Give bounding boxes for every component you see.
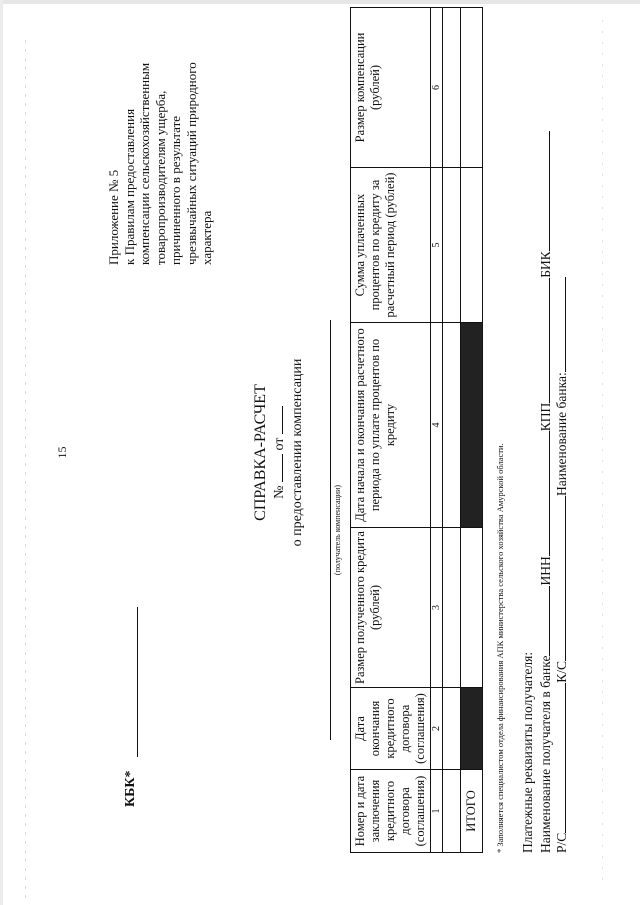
total-cell[interactable] xyxy=(461,168,483,323)
number-label: № xyxy=(272,485,287,499)
kpp-field[interactable] xyxy=(536,278,550,403)
kbk-label: КБК* xyxy=(123,770,138,807)
ks-label: К/С xyxy=(554,660,569,683)
total-cell-shaded xyxy=(461,688,483,770)
footnote: * Заполняется специалистом отдела финансирования АПК министерства сельского хозяйства Амурской области. xyxy=(495,443,505,853)
table-cell[interactable] xyxy=(443,528,461,688)
inn-label: ИНН xyxy=(538,556,553,586)
appendix-line: характера xyxy=(199,210,214,265)
appendix-line: чрезвычайных ситуаций природного xyxy=(183,62,199,265)
column-header: Размер компенсации (рублей) xyxy=(351,8,431,168)
table-cell[interactable] xyxy=(443,770,461,853)
column-number: 4 xyxy=(431,323,443,528)
total-row xyxy=(461,8,483,853)
column-number-row xyxy=(431,8,443,853)
document-title: СПРАВКА-РАСЧЕТ xyxy=(252,384,269,521)
table-cell[interactable] xyxy=(443,8,461,168)
bik-field[interactable] xyxy=(536,131,550,251)
bank-recipient-field[interactable] xyxy=(536,586,550,656)
bank-field[interactable] xyxy=(552,277,566,372)
appendix-line: к Правилам предоставления xyxy=(121,108,137,265)
appendix-line: товаропроизводителям ущерба, xyxy=(152,90,168,265)
table-cell[interactable] xyxy=(443,688,461,770)
table-row xyxy=(443,8,461,853)
kbk-field[interactable] xyxy=(137,607,138,757)
bik-label: БИК xyxy=(538,251,553,278)
appendix-line: причиненного в результате xyxy=(168,115,183,265)
requisites-line-2 xyxy=(552,277,569,853)
column-number: 1 xyxy=(431,770,443,853)
appendix-line: компенсации сельскохозяйственным xyxy=(137,62,152,265)
table-cell[interactable] xyxy=(443,323,461,528)
column-number: 3 xyxy=(431,528,443,688)
column-header: Дата начала и окончания расчетного периода по уплате процентов по кредиту xyxy=(351,323,431,528)
from-label: от xyxy=(272,437,287,451)
table-cell[interactable] xyxy=(443,168,461,323)
appendix-reference xyxy=(106,20,215,265)
date-field[interactable] xyxy=(282,406,283,434)
kpp-label: КПП xyxy=(538,402,553,432)
requisites-title: Платежные реквизиты получателя: xyxy=(520,651,535,853)
document-purpose: о предоставлении компенсации xyxy=(290,358,305,547)
rs-label: Р/С xyxy=(554,832,569,853)
total-label: ИТОГО xyxy=(461,770,483,853)
recipient-field[interactable] xyxy=(330,320,331,740)
total-cell-shaded xyxy=(461,323,483,528)
column-number: 5 xyxy=(431,168,443,323)
total-cell[interactable] xyxy=(461,8,483,168)
inn-field[interactable] xyxy=(536,431,550,556)
appendix-line: Приложение № 5 xyxy=(106,169,121,265)
number-field[interactable] xyxy=(282,454,283,482)
column-header: Размер полученного кредита (рублей) xyxy=(351,528,431,688)
bank-label: Наименование банка: xyxy=(554,372,569,496)
page-number: 15 xyxy=(55,446,69,459)
column-header: Дата окончания кредитного договора (соглашения) xyxy=(351,688,431,770)
recipient-caption: (получатель компенсации) xyxy=(333,484,342,576)
number-date-line xyxy=(272,0,288,905)
column-number: 2 xyxy=(431,688,443,770)
column-header: Сумма уплаченных процентов по кредиту за расчетный период (рублей) xyxy=(351,168,431,323)
table-header-row xyxy=(351,8,431,853)
column-number: 6 xyxy=(431,8,443,168)
total-cell[interactable] xyxy=(461,528,483,688)
bank-name-label: Наименование получателя в банке xyxy=(538,655,553,853)
column-header: Номер и дата заключения кредитного договора (соглашения) xyxy=(351,770,431,853)
rs-field[interactable] xyxy=(552,683,566,833)
ks-field[interactable] xyxy=(552,496,566,661)
calculation-table xyxy=(350,7,483,853)
requisites-line-1 xyxy=(536,131,553,853)
